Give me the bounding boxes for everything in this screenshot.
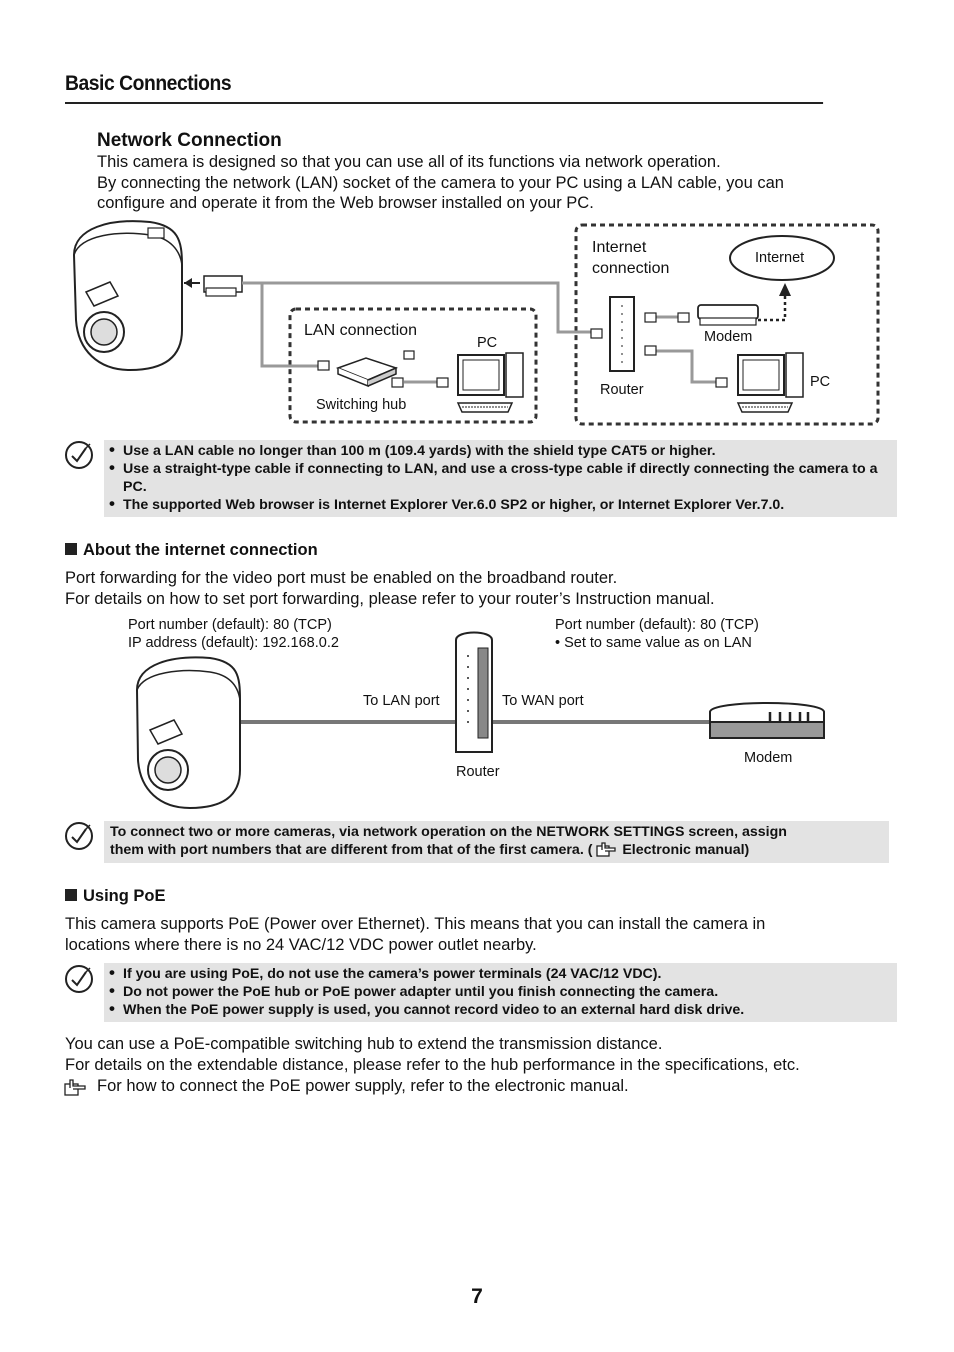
note-box-3 [104,963,897,1022]
modem-icon-2 [710,703,824,738]
poe-text: This camera supports PoE (Power over Ethernet). This means that you can install the camera in locations where there is no 24 VAC/12 VDC power outlet nearby. [65,915,766,954]
manual-reference-icon [596,841,618,857]
internet-heading: About the internet connection [65,541,318,560]
note-3-item: • If you are using PoE, do not use the camera’s power terminals (24 VAC/12 VDC). [104,965,889,983]
pc-left-label: PC [477,335,498,351]
note-3-item: • When the PoE power supply is used, you cannot record video to an external hard disk drive. [104,1001,889,1019]
note-1-item: • The supported Web browser is Internet Explorer Ver.6.0 SP2 or higher, or Internet Explorer Ver.7.0. [104,496,889,514]
note-icon [64,964,94,994]
manual-reference-icon [64,1078,88,1096]
pc-right-label: PC [810,374,831,390]
network-connection-title: Network Connection [97,130,282,151]
router-icon-2 [456,633,492,753]
closing-text: You can use a PoE-compatible switching hub to extend the transmission distance. For details on the extendable distance, please refer to the hub performance in the specifications, etc. [65,1035,800,1074]
note-1-item: • Use a straight-type cable if connecting to LAN, and use a cross-type cable if directly connecting the camera to a PC. [104,460,889,496]
note-3-item: • Do not power the PoE hub or PoE power adapter until you finish connecting the camera. [104,983,889,1001]
section-title: Basic Connections [65,72,823,104]
note-icon [64,821,94,851]
internet-connection-label: Internet connection [592,239,670,277]
poe-heading: Using PoE [65,887,166,906]
wan-port-info: Port number (default): 80 (TCP) • Set to same value as on LAN [555,617,759,651]
router-label-2: Router [456,764,500,780]
network-line-1: This camera is designed so that you can use all of its functions via network operation. [97,153,721,171]
closing-line-3: For how to connect the PoE power supply, refer to the electronic manual. [97,1077,629,1095]
note-box-2 [104,821,889,863]
note-2-line-1: To connect two or more cameras, via network operation on the NETWORK SETTINGS screen, assign [110,824,787,840]
modem-label-2: Modem [744,750,793,766]
to-lan-port-label: To LAN port [363,693,440,709]
square-bullet-icon [65,889,77,901]
to-wan-port-label: To WAN port [502,693,584,709]
lan-connection-label: LAN connection [304,322,417,339]
internet-text: Port forwarding for the video port must be enabled on the broadband router. For details on how to set port forwarding, please refer to your router’s Instruction manual. [65,569,715,608]
camera-icon-2 [137,657,240,808]
page-number: 7 [471,1285,483,1308]
router-label-1: Router [600,382,644,398]
modem-label-1: Modem [704,329,753,345]
network-line-2: By connecting the network (LAN) socket of the camera to your PC using a LAN cable, you can [97,173,784,192]
lan-port-info: Port number (default): 80 (TCP) IP address (default): 192.168.0.2 [128,617,339,651]
note-2-line-2: them with port numbers that are different from that of the first camera. ( Electronic manual) [110,842,750,858]
note-1-item: • Use a LAN cable no longer than 100 m (109.4 yards) with the shield type CAT5 or higher. [104,442,889,460]
network-line-3: configure and operate it from the Web browser installed on your PC. [97,194,594,212]
internet-label: Internet [755,250,805,266]
switching-hub-label: Switching hub [316,397,407,413]
